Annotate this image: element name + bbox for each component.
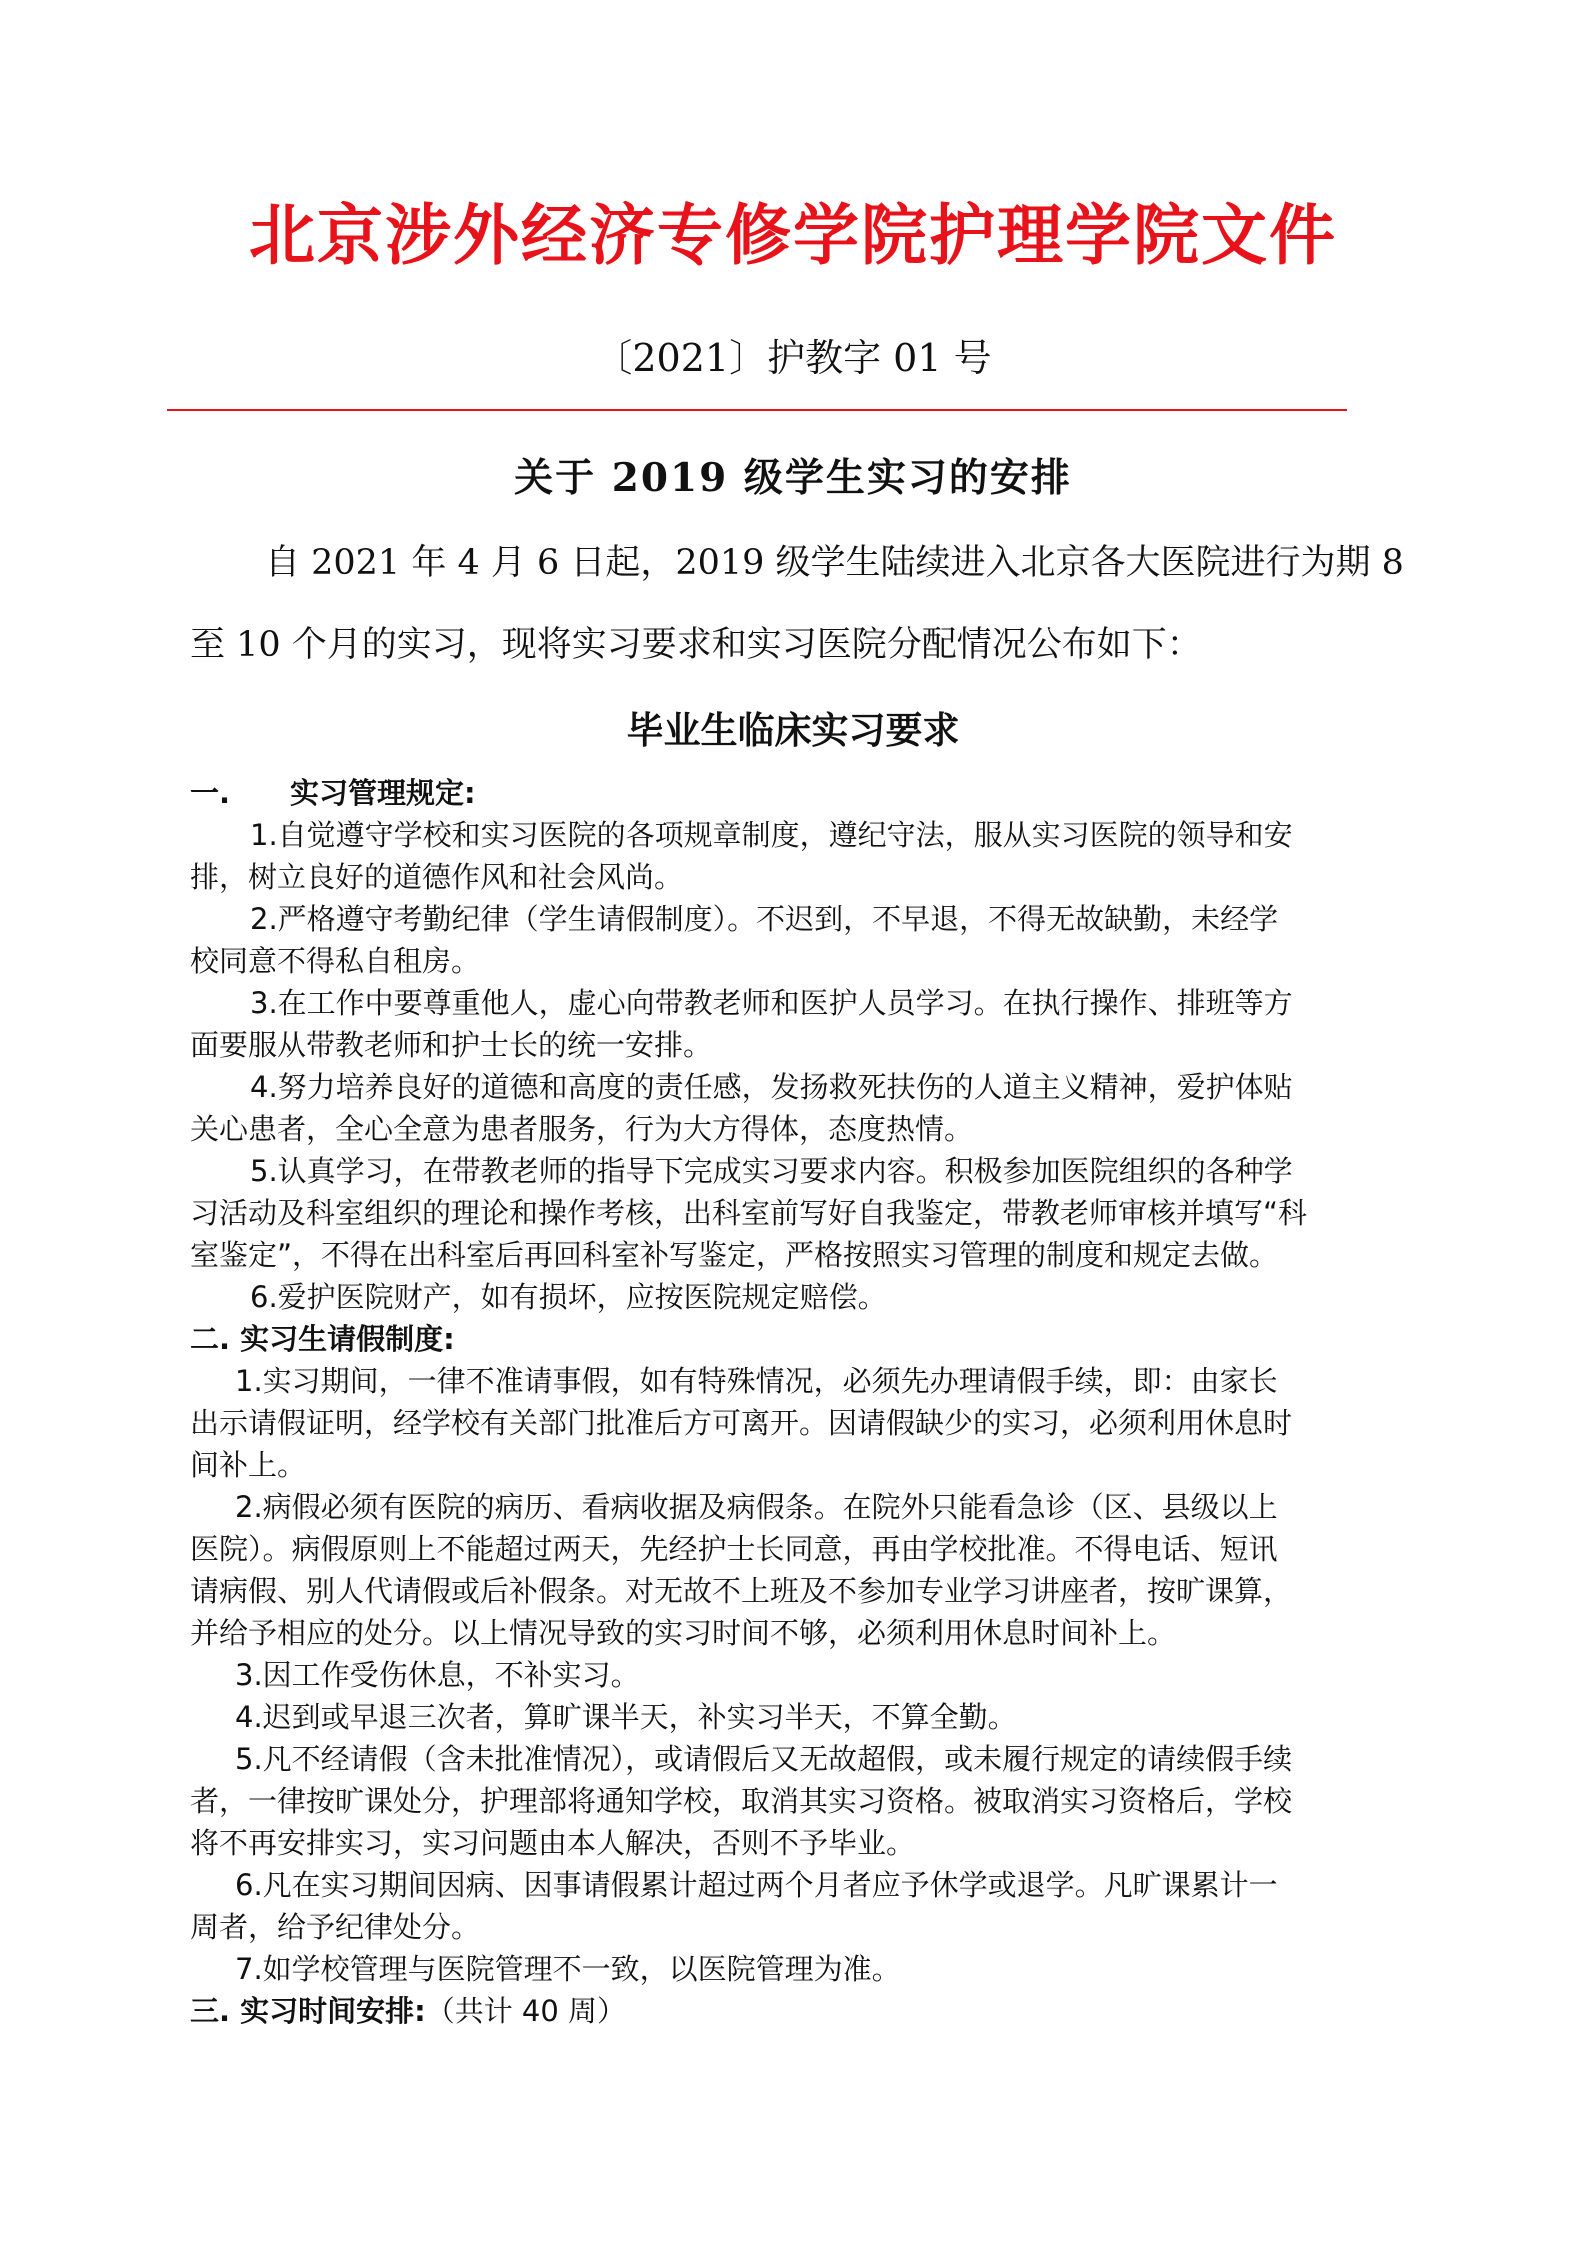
section-2-line: 并给予相应的处分。以上情况导致的实习时间不够，必须利用休息时间补上。 [190, 1616, 1177, 1650]
section-1-line: 1.自觉遵守学校和实习医院的各项规章制度，遵纪守法，服从实习医院的领导和安 [250, 818, 1293, 852]
subject-title: 关于 2019 级学生实习的安排 [514, 455, 1072, 501]
section-2-line: 者，一律按旷课处分，护理部将通知学校，取消其实习资格。被取消实习资格后，学校 [190, 1784, 1293, 1818]
intro-line-1: 自 2021 年 4 月 6 日起，2019 级学生陆续进入北京各大医院进行为期 8 [265, 543, 1404, 583]
section-1-line: 排，树立良好的道德作风和社会风尚。 [190, 860, 684, 894]
section-2-line: 7.如学校管理与医院管理不一致，以医院管理为准。 [235, 1952, 901, 1986]
document-number: 〔2021〕护教字 01 号 [594, 336, 992, 380]
section-2-line: 6.凡在实习期间因病、因事请假累计超过两个月者应予休学或退学。凡旷课累计一 [235, 1868, 1278, 1902]
section-1-line: 校同意不得私自租房。 [190, 944, 481, 978]
section-2-line: 3.因工作受伤休息，不补实习。 [235, 1658, 640, 1692]
section-2-line: 将不再安排实习，实习问题由本人解决，否则不予毕业。 [190, 1826, 916, 1860]
section-2-line: 出示请假证明，经学校有关部门批准后方可离开。因请假缺少的实习，必须利用休息时 [190, 1406, 1293, 1440]
section-2-line: 周者，给予纪律处分。 [190, 1910, 481, 1944]
section-2-line: 4.迟到或早退三次者，算旷课半天，补实习半天，不算全勤。 [235, 1700, 1017, 1734]
section-2-line: 间补上。 [190, 1448, 307, 1482]
section-2-line: 2.病假必须有医院的病历、看病收据及病假条。在院外只能看急诊（区、县级以上 [235, 1490, 1278, 1524]
section-1-line: 室鉴定”，不得在出科室后再回科室补写鉴定，严格按照实习管理的制度和规定去做。 [190, 1238, 1279, 1272]
section-1-line: 5.认真学习，在带教老师的指导下完成实习要求内容。积极参加医院组织的各种学 [250, 1154, 1293, 1188]
section-2-line: 医院）。病假原则上不能超过两天，先经护士长同意，再由学校批准。不得电话、短讯 [190, 1532, 1278, 1566]
document-header-title: 北京涉外经济专修学院护理学院文件 [249, 196, 1337, 274]
section-1-line: 4.努力培养良好的道德和高度的责任感，发扬救死扶伤的人道主义精神，爱护体贴 [250, 1070, 1293, 1104]
section-1-heading [190, 773, 476, 813]
section-1-number: 一. [190, 776, 231, 810]
section-2-line: 5.凡不经请假（含未批准情况），或请假后又无故超假，或未履行规定的请续假手续 [235, 1742, 1293, 1776]
section-2-heading: 二. 实习生请假制度: [190, 1322, 455, 1356]
section-3-note: （共计 40 周） [425, 1994, 627, 2028]
requirements-title: 毕业生临床实习要求 [626, 708, 960, 752]
red-divider-line [167, 409, 1347, 411]
section-1-line: 3.在工作中要尊重他人，虚心向带教老师和医护人员学习。在执行操作、排班等方 [250, 986, 1293, 1020]
section-1-line: 习活动及科室组织的理论和操作考核，出科室前写好自我鉴定，带教老师审核并填写“科 [190, 1196, 1308, 1230]
intro-line-2: 至 10 个月的实习，现将实习要求和实习医院分配情况公布如下： [190, 625, 1202, 665]
section-2-line: 1.实习期间，一律不准请事假，如有特殊情况，必须先办理请假手续，即：由家长 [235, 1364, 1278, 1398]
section-1-line: 面要服从带教老师和护士长的统一安排。 [190, 1028, 713, 1062]
section-1-title: 实习管理规定: [290, 776, 476, 810]
section-2-line: 请病假、别人代请假或后补假条。对无故不上班及不参加专业学习讲座者，按旷课算， [190, 1574, 1293, 1608]
section-3-title: 三. 实习时间安排: [190, 1994, 426, 2028]
section-1-line: 关心患者，全心全意为患者服务，行为大方得体，态度热情。 [190, 1112, 974, 1146]
section-1-line: 6.爱护医院财产，如有损坏，应按医院规定赔偿。 [250, 1280, 887, 1314]
section-3-heading [190, 1991, 626, 2031]
section-1-line: 2.严格遵守考勤纪律（学生请假制度）。不迟到，不早退，不得无故缺勤，未经学 [250, 902, 1279, 936]
